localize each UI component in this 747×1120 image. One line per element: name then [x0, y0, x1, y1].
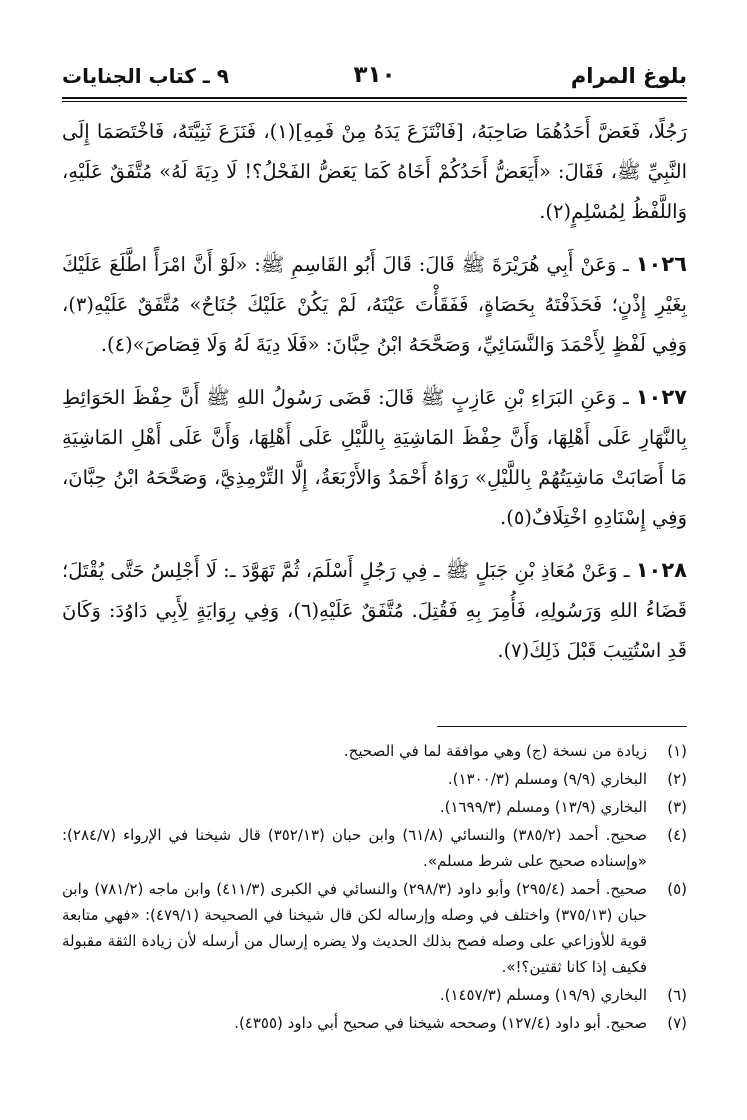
footnote-text: البخاري (١٣/٩) ومسلم (١٦٩٩/٣).	[439, 798, 647, 816]
footnotes	[62, 738, 687, 1038]
main-text	[62, 112, 687, 683]
footnote	[62, 982, 687, 1008]
footnote-number: (٧)	[667, 1014, 687, 1032]
page-number: ٣١٠	[353, 62, 396, 88]
footnote-text: البخاري (١٩/٩) ومسلم (١٤٥٧/٣).	[439, 986, 647, 1004]
footnote-number: (٣)	[667, 798, 687, 816]
book-title: بلوغ المرام	[570, 64, 687, 88]
footnote	[62, 794, 687, 820]
footnote-text: زيادة من نسخة (ج) وهي موافقة لما في الصحيح.	[343, 742, 647, 760]
book-page	[62, 58, 687, 1068]
hadith-number: ١٠٢٦	[635, 252, 688, 276]
paragraph-text: ـ وَعَنْ أَبِي هُرَيْرَةَ ﷺ قَالَ: قَالَ أَبُو القَاسِمِ ﷺ: «لَوْ أَنَّ امْرَأً اطَّلَعَ عَلَيْكَ بِغَيْرِ إِذْنٍ؛ فَحَذَفْتَهُ بِحَصَاةٍ، فَفَقَأْتَ عَيْنَهُ، لَمْ يَكُنْ عَلَيْكَ جُنَاحٌ» مُتَّفَقٌ عَلَيْهِ(٣)، وَفِي لَفْظٍ لِأَحْمَدَ وَالنَّسَائِيِّ، وَصَحَّحَهُ ابْنُ حِبَّانَ: «فَلَا دِيَةَ لَهُ وَلَا قِصَاصَ»(٤).	[62, 253, 687, 356]
paragraph-text: ـ وَعَنْ مُعَاذِ بْنِ جَبَلٍ ﷺ ـ فِي رَجُلٍ أَسْلَمَ، ثُمَّ تَهَوَّدَ ـ: لَا أَجْلِسُ حَتَّى يُقْتَلَ؛ قَضَاءُ اللهِ وَرَسُولِهِ، فَأُمِرَ بِهِ فَقُتِلَ. مُتَّفَقٌ عَلَيْهِ(٦)، وَفِي رِوَايَةٍ لِأَبِي دَاوُدَ: وَكَانَ قَدِ اسْتُتِيبَ قَبْلَ ذَلِكَ(٧).	[62, 559, 687, 662]
footnote-number: (٥)	[667, 880, 687, 898]
footnote	[62, 876, 687, 980]
paragraph-continuation	[62, 112, 687, 232]
footnote-number: (٢)	[667, 770, 687, 788]
hadith-number: ١٠٢٨	[635, 558, 687, 582]
footnote-number: (٤)	[667, 826, 687, 844]
footnote-number: (١)	[667, 742, 687, 760]
footnote-separator	[437, 726, 687, 727]
footnote	[62, 738, 687, 764]
header-rule	[62, 97, 687, 99]
footnote	[62, 822, 687, 874]
hadith-number: ١٠٢٧	[635, 385, 688, 409]
paragraph-text: ـ وَعَنِ البَرَاءِ بْنِ عَازِبٍ ﷺ قَالَ: قَضَى رَسُولُ اللهِ ﷺ أَنَّ حِفْظَ الحَوَائِطِ بِالنَّهَارِ عَلَى أَهْلِهَا، وَأَنَّ حِفْظَ المَاشِيَةِ بِاللَّيْلِ عَلَى أَهْلِهَا، وَأَنَّ عَلَى أَهْلِ المَاشِيَةِ مَا أَصَابَتْ مَاشِيَتُهُمْ بِاللَّيْلِ» رَوَاهُ أَحْمَدُ وَالأَرْبَعَةُ، إِلَّا التِّرْمِذِيَّ، وَصَحَّحَهُ ابْنُ حِبَّانَ، وَفِي إِسْنَادِهِ اخْتِلَافٌ(٥).	[62, 386, 687, 529]
chapter-title: ٩ ـ كتاب الجنايات	[62, 64, 229, 88]
footnote	[62, 766, 687, 792]
hadith-1026	[62, 244, 687, 365]
paragraph-text: رَجُلًا، فَعَضَّ أَحَدُهُمَا صَاحِبَهُ، [فَانْتَزَعَ يَدَهُ مِنْ فَمِهِ](١)، فَنَزَعَ ثَنِيَّتَهُ، فَاخْتَصَمَا إِلَى النَّبِيِّ ﷺ، فَقَالَ: «أَيَعَضُّ أَحَدُكُمْ أَخَاهُ كَمَا يَعَضُّ الفَحْلُ؟! لَا دِيَةَ لَهُ» مُتَّفَقٌ عَلَيْهِ، وَاللَّفْظُ لِمُسْلِمٍ(٢).	[62, 120, 687, 223]
footnote-text: صحيح. أحمد (٣٨٥/٢) والنسائي (٦١/٨) وابن حبان (٣٥٢/١٣) قال شيخنا في الإرواء (٢٨٤/٧): «وإسناده صحيح على شرط مسلم».	[62, 826, 647, 870]
footnote-text: صحيح. أحمد (٢٩٥/٤) وأبو داود (٢٩٨/٣) والنسائي في الكبرى (٤١١/٣) وابن ماجه (٧٨١/٢) وابن حبان (٣٧٥/١٣) واختلف في وصله وإرساله لكن قال شيخنا في الصحيحة (٤٧٩/١): «فهي متابعة قوية للأوزاعي على وصله فصح بذلك الحديث ولا يضره إرسال من أرسله لأن زيادة الثقة مقبولة فكيف إذا كانا ثقتين؟!».	[62, 880, 648, 976]
page-header	[62, 58, 687, 98]
footnote	[62, 1010, 687, 1036]
footnote-text: صحيح. أبو داود (١٢٧/٤) وصححه شيخنا في صحيح أبي داود (٤٣٥٥).	[234, 1014, 647, 1032]
header-rule-thin	[62, 101, 687, 102]
hadith-1028	[62, 550, 687, 671]
hadith-1027	[62, 377, 687, 538]
footnote-number: (٦)	[667, 986, 687, 1004]
footnote-text: البخاري (٩/٩) ومسلم (١٣٠٠/٣).	[447, 770, 647, 788]
